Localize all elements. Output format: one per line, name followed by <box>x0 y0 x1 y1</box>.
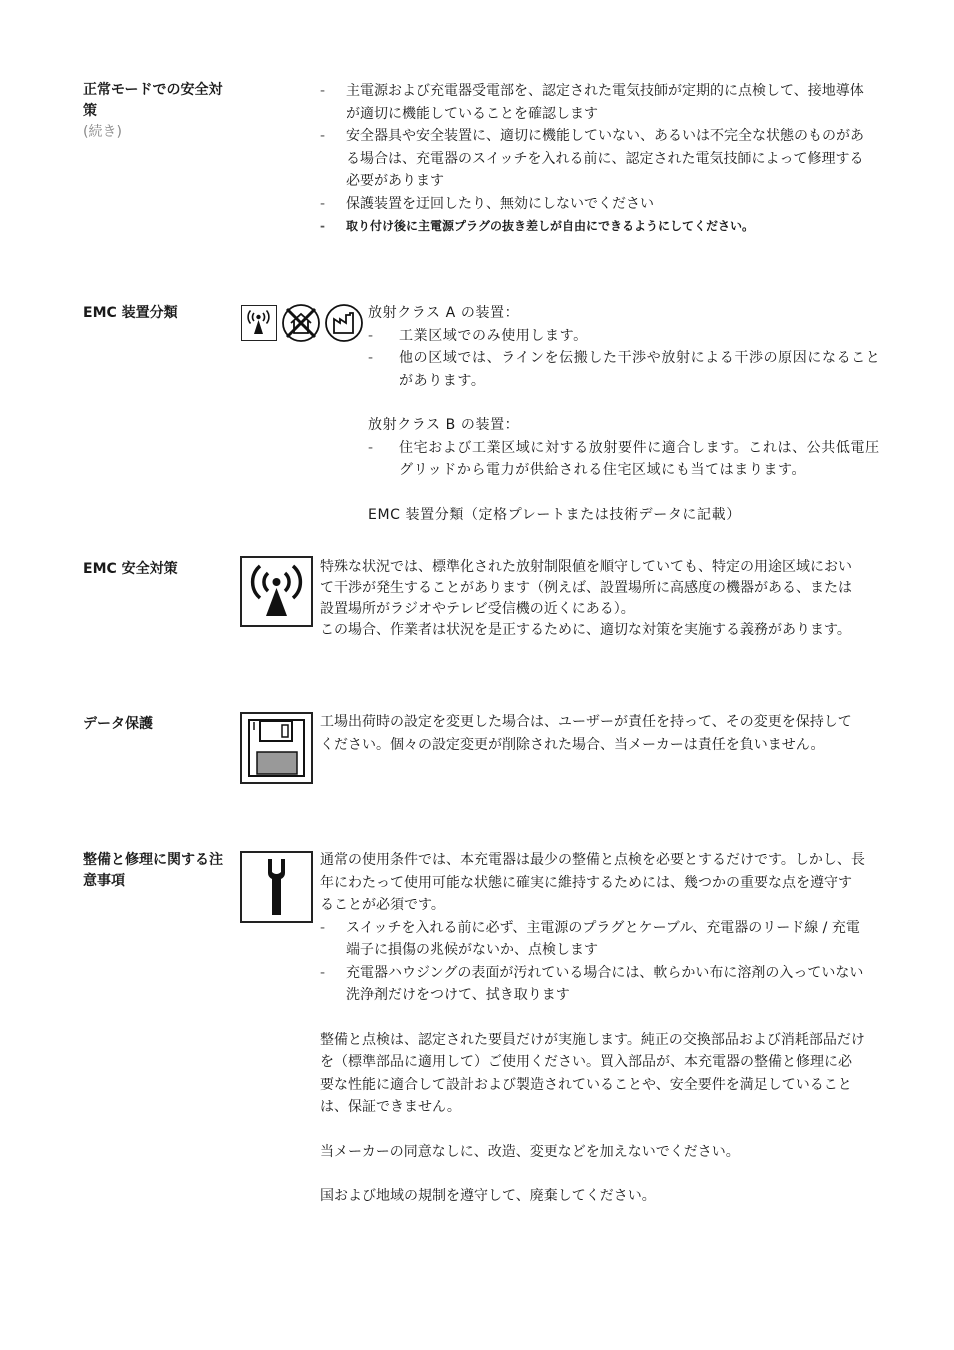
floppy-disk-icon <box>240 712 313 784</box>
maintenance-content <box>320 849 865 1208</box>
data-protection-content <box>320 711 865 756</box>
emc-class-heading: EMC 装置分類 <box>83 305 178 321</box>
class-a-title: 放射クラス A の装置： <box>368 305 520 321</box>
list-item: - 安全器具や安全装置に、適切に機能していない、あるいは不完全な状態のものがある場合は、充電器のスイッチを入れる前に、認定された電気技師によって修理する必要があります <box>320 128 864 189</box>
list-item: - スイッチを入れる前に必ず、主電源のプラグとケーブル、充電器のリード線 / 充電端子に損傷の兆候がないか、点検します <box>320 919 860 958</box>
list-item: - 工業区域でのみ使用します。 <box>368 327 588 344</box>
list-item: - 充電器ハウジングの表面が汚れている場合には、軟らかい布に溶剤の入っていない洗浄剤だけをつけて、拭き取ります <box>320 964 864 1003</box>
emc-safety-paragraph: 特殊な状況では、標準化された放射制限値を順守していても、特定の用途区域において干渉が発生することがあります（例えば、設置場所に高感度の機器がある、または設置場所がラジオやテレビ受信機の近くにある）。 <box>320 559 852 617</box>
data-protection-heading: データ保護 <box>83 716 153 732</box>
maintenance-paragraph: 当メーカーの同意なしに、改造、変更などを加えないでください。 <box>320 1143 740 1160</box>
wrench-icon <box>240 851 313 923</box>
safety-title: 正常モードでの安全対策 <box>83 82 223 119</box>
emc-safety-paragraph: この場合、作業者は状況を是正するために、適切な対策を実施する義務があります。 <box>320 622 851 638</box>
emc-class-content <box>368 302 893 526</box>
emc-class-footer: EMC 装置分類（定格プレートまたは技術データに記載） <box>368 506 741 523</box>
maintenance-paragraph: 整備と点検は、認定された要員だけが実施します。純正の交換部品および消耗部品だけを（標準部品に適用して）ご使用ください。買入部品が、本充電器の整備と修理に必要な性能に適合して設計および製造されていることや、安全要件を満足していることは、保証できません。 <box>320 1031 865 1115</box>
maintenance-intro: 通常の使用条件では、本充電器は最少の整備と点検を必要とするだけです。しかし、長年にわたって使用可能な状態に確実に維持するためには、幾つかの重要な点を遵守することが必須です。 <box>320 852 865 913</box>
list-item: - 保護装置を迂回したり、無効にしないでください <box>320 195 654 212</box>
emc-safety-content <box>320 557 865 641</box>
maintenance-paragraph: 国および地域の規制を遵守して、廃棄してください。 <box>320 1188 656 1204</box>
list-item: - 主電源および充電器受電部を、認定された電気技師が定期的に点検して、接地導体が適切に機能していることを確認します <box>320 83 864 122</box>
safety-list <box>320 80 865 238</box>
list-item: - 住宅および工業区域に対する放射要件に適合します。これは、公共低電圧グリッドから電力が供給される住宅区域にも当てはまります。 <box>368 439 880 478</box>
safety-title-note: (続き) <box>83 124 122 140</box>
radiation-warning-icon <box>240 556 313 627</box>
safety-heading <box>83 80 233 143</box>
data-protection-paragraph: 工場出荷時の設定を変更した場合は、ユーザーが責任を持って、その変更を保持してください。個々の設定変更が削除された場合、当メーカーは責任を負いません。 <box>320 714 852 753</box>
list-item: - 取り付け後に主電源プラグの抜き差しが自由にできるようにしてください。 <box>320 219 755 233</box>
radiation-warning-icon <box>241 305 277 341</box>
emc-safety-heading: EMC 安全対策 <box>83 561 178 577</box>
list-item: - 他の区域では、ラインを伝搬した干渉や放射による干渉の原因になることがあります。 <box>368 350 881 389</box>
factory-icon <box>324 303 364 343</box>
class-b-title: 放射クラス B の装置： <box>368 417 520 433</box>
crossed-house-icon <box>281 303 321 343</box>
maintenance-heading: 整備と修理に関する注意事項 <box>83 852 223 889</box>
